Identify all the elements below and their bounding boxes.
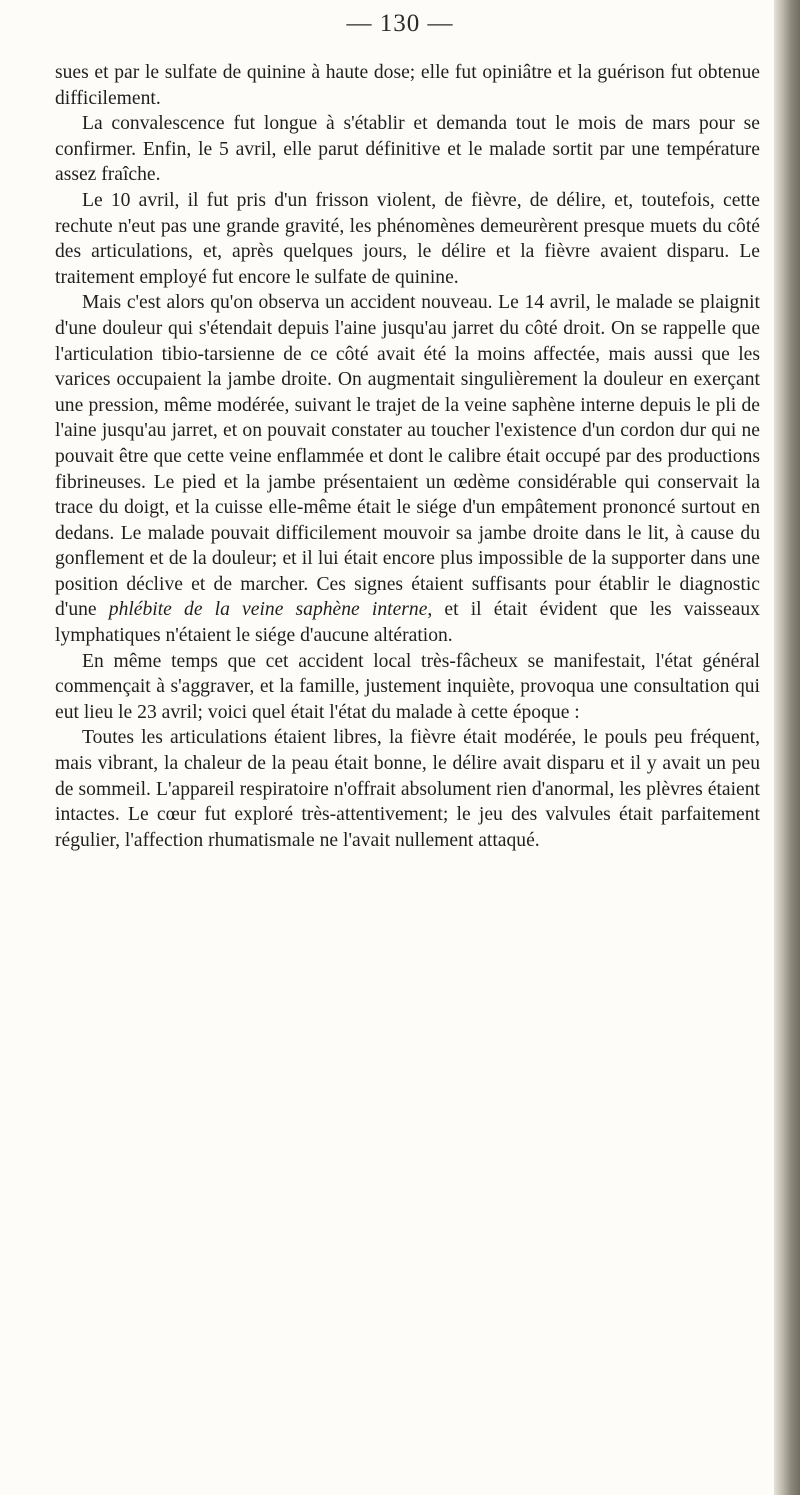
paragraph-2: La convalescence fut longue à s'établir et demanda tout le mois de mars pour se confirmer. Enfin, le 5 avril, elle parut définitive et le malade sortit par une température assez fraîche. [55, 113, 760, 186]
paragraph-3: Le 10 avril, il fut pris d'un frisson violent, de fièvre, de délire, et, toutefois, cette rechute n'eut pas une grande gravité, les phénomènes demeurèrent presque muets du côté des articulations, et, après quelques jours, le délire et la fièvre avaient disparu. Le traitement employé fut encore le sulfate de quinine. [55, 189, 760, 288]
body-text [55, 60, 760, 853]
paragraph-5: En même temps que cet accident local très-fâcheux se manifestait, l'état général commençait à s'aggraver, et la famille, justement inquiète, provoqua une consultation qui eut lieu le 23 avril; voici quel était l'état du malade à cette époque : [55, 650, 760, 723]
paragraph-1: sues et par le sulfate de quinine à haute dose; elle fut opiniâtre et la guérison fut obtenue difficilement. [55, 62, 760, 109]
paragraph-6: Toutes les articulations étaient libres, la fièvre était modérée, le pouls peu fréquent, mais vibrant, la chaleur de la peau était bonne, le délire avait disparu et il y avait un peu de sommeil. L'appareil respiratoire n'offrait absolument rien d'anormal, les plèvres étaient intactes. Le cœur fut exploré très-attentivement; le jeu des valvules était parfaitement régulier, l'affection rhumatismale ne l'avait nullement attaqué. [55, 727, 760, 851]
paragraph-4-italic-diagnosis: phlébite de la veine saphène interne [108, 599, 428, 621]
paragraph-4-text-end: , et il était évident que les vaisseaux lymphatiques n'étaient le siége d'aucune altération. [55, 599, 760, 647]
page-edge-shadow [774, 0, 800, 1495]
page-number: — 130 — [346, 10, 454, 37]
paragraph-4 [55, 290, 760, 648]
paragraph-4-text-start: Mais c'est alors qu'on observa un accident nouveau. Le 14 avril, le malade se plaignit d'une douleur qui s'étendait depuis l'aine jusqu'au jarret du côté droit. On se rappelle que l'articulation tibio-tarsienne de ce côté avait été la moins affectée, mais aussi que les varices occupaient la jambe droite. On augmentait singulièrement la douleur en exerçant une pression, même modérée, suivant le trajet de la veine saphène interne depuis le pli de l'aine jusqu'au jarret, et on pouvait constater au toucher l'existence d'un cordon dur qui ne pouvait être que cette veine enflammée et dont le calibre était occupé par des productions fibrineuses. Le pied et la jambe présentaient un œdème considérable qui conservait la trace du doigt, et la cuisse elle-même était le siége d'un empâtement prononcé surtout en dedans. Le malade pouvait difficilement mouvoir sa jambe droite dans le lit, à cause du gonflement et de la douleur; et il lui était encore plus impossible de la supporter dans une position déclive et de marcher. Ces signes étaient suffisants pour établir le diagnostic d'une [55, 292, 760, 621]
